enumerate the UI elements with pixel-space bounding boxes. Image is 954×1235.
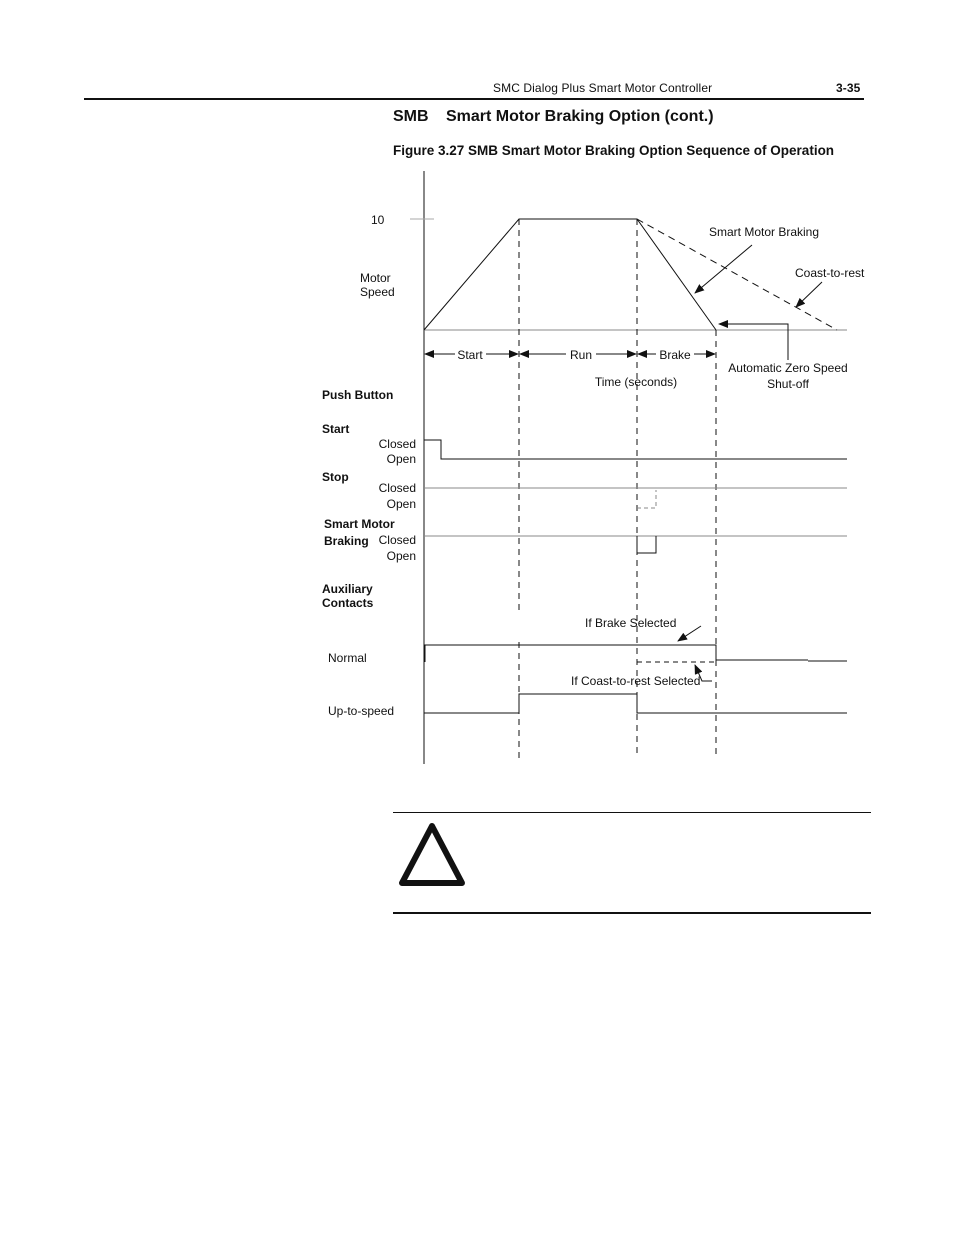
phase-start-label: Start: [457, 348, 483, 362]
start-button-label: Start: [322, 422, 350, 436]
time-label: Time (seconds): [594, 375, 678, 389]
aux-uts-trace: [424, 694, 847, 713]
coast-leader: [796, 282, 822, 307]
auto-zero-leader: [719, 324, 788, 360]
running-header-title: SMC Dialog Plus Smart Motor Controller: [493, 81, 713, 95]
smart-braking-label: Smart Motor Braking: [709, 225, 820, 239]
auto-zero-label-line2: Shut-off: [767, 377, 809, 391]
push-button-label: Push Button: [322, 388, 394, 402]
auto-zero-label-line1: Automatic Zero Speed: [728, 361, 848, 375]
if-brake-leader: [678, 626, 701, 641]
warning-triangle-icon: [396, 820, 468, 890]
motor-speed-label-line1: Motor: [360, 271, 391, 285]
smb-button-pulse: [637, 536, 656, 553]
motor-speed-profile: [424, 219, 716, 330]
stop-button-label: Stop: [322, 470, 349, 484]
stop-pulse-dashed: [637, 490, 656, 508]
stop-open-label: Open: [386, 497, 416, 511]
aux-label-line2: Contacts: [322, 596, 374, 610]
page-number: 3-35: [836, 81, 861, 95]
smart-braking-leader: [695, 245, 752, 293]
speed-tick-label: 10: [371, 213, 385, 227]
section-title: Smart Motor Braking Option (cont.): [446, 108, 714, 125]
aux-normal-trace: [425, 645, 808, 662]
if-coast-label: If Coast-to-rest Selected: [571, 674, 701, 688]
normal-label: Normal: [328, 651, 367, 665]
caution-top-rule: [393, 812, 871, 813]
if-brake-label: If Brake Selected: [585, 616, 677, 630]
aux-label-line1: Auxiliary: [322, 582, 373, 596]
smb-label-line1: Smart Motor: [324, 517, 395, 531]
coast-label: Coast-to-rest: [795, 266, 865, 280]
smb-closed-label: Closed: [378, 533, 416, 547]
motor-speed-label-line2: Speed: [360, 285, 395, 299]
section-code: SMB: [393, 108, 429, 125]
start-closed-label: Closed: [378, 437, 416, 451]
smb-open-label: Open: [386, 549, 416, 563]
start-open-label: Open: [386, 452, 416, 466]
stop-closed-label: Closed: [378, 481, 416, 495]
phase-brake-label: Brake: [659, 348, 691, 362]
smb-label-line2: Braking: [324, 534, 369, 548]
figure-caption: Figure 3.27 SMB Smart Motor Braking Option Sequence of Operation: [393, 143, 835, 158]
caution-bottom-rule: [393, 912, 871, 914]
start-button-trace: [424, 440, 847, 459]
phase-run-label: Run: [569, 348, 593, 362]
up-to-speed-label: Up-to-speed: [328, 704, 395, 718]
